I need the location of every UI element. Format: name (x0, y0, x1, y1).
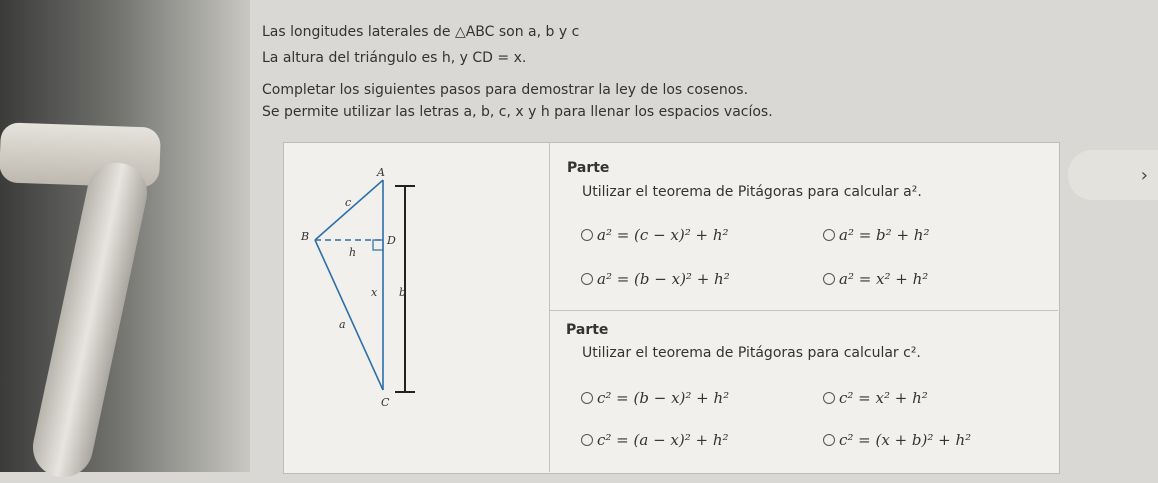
radio-icon[interactable] (823, 392, 835, 404)
radio-icon[interactable] (581, 273, 593, 285)
radio-icon[interactable] (823, 229, 835, 241)
intro-line-2: La altura del triángulo es h, y CD = x. (262, 50, 527, 66)
part-1-title: Parte (567, 160, 610, 176)
label-c: c (345, 196, 352, 209)
part-2-option-4[interactable] (823, 431, 971, 449)
intro-line-3: Completar los siguientes pasos para demostrar la ley de los cosenos. (262, 82, 749, 98)
radio-icon[interactable] (581, 229, 593, 241)
side-a (315, 240, 383, 390)
label-A: A (377, 166, 385, 179)
part-1-option-1[interactable] (581, 226, 729, 244)
next-button[interactable] (1068, 150, 1158, 200)
label-B: B (301, 230, 310, 243)
side-c (315, 180, 383, 240)
part-2-title: Parte (566, 322, 609, 338)
part-2-instruction: Utilizar el teorema de Pitágoras para calcular c². (582, 345, 921, 361)
part-1-option-1-label: a² = (c − x)² + h² (597, 226, 729, 244)
part-1-option-3-label: a² = (b − x)² + h² (597, 270, 730, 288)
part-1-option-2-label: a² = b² + h² (839, 226, 930, 244)
part-1-option-3[interactable] (581, 270, 730, 288)
part-2-option-1[interactable] (581, 389, 729, 407)
label-C: C (381, 396, 390, 409)
panel-divider-vertical (549, 142, 550, 472)
intro-line-1: Las longitudes laterales de △ABC son a, b y c (262, 24, 580, 40)
part-2-option-2[interactable] (823, 389, 928, 407)
label-D: D (387, 234, 396, 247)
label-b: b (399, 286, 407, 299)
part-1-option-2[interactable] (823, 226, 929, 244)
part-2-option-3-label: c² = (a − x)² + h² (597, 431, 729, 449)
part-2-option-4-label: c² = (x + b)² + h² (839, 431, 972, 449)
part-2-option-3[interactable] (581, 431, 729, 449)
intro-line-4: Se permite utilizar las letras a, b, c, x y h para llenar los espacios vacíos. (262, 104, 773, 120)
part-1-instruction: Utilizar el teorema de Pitágoras para calcular a². (582, 184, 922, 200)
label-x: x (371, 286, 378, 299)
label-a: a (339, 318, 346, 331)
radio-icon[interactable] (581, 434, 593, 446)
chevron-right-icon: › (1140, 164, 1148, 186)
triangle-diagram (295, 160, 435, 420)
part-2-option-1-label: c² = (b − x)² + h² (597, 389, 730, 407)
panel-divider-horizontal (550, 310, 1058, 311)
part-2-option-2-label: c² = x² + h² (839, 389, 928, 407)
part-1-option-4-label: a² = x² + h² (839, 270, 929, 288)
part-1-option-4[interactable] (823, 270, 928, 288)
radio-icon[interactable] (581, 392, 593, 404)
radio-icon[interactable] (823, 273, 835, 285)
label-h: h (349, 246, 357, 259)
radio-icon[interactable] (823, 434, 835, 446)
right-angle-mark (373, 240, 383, 250)
